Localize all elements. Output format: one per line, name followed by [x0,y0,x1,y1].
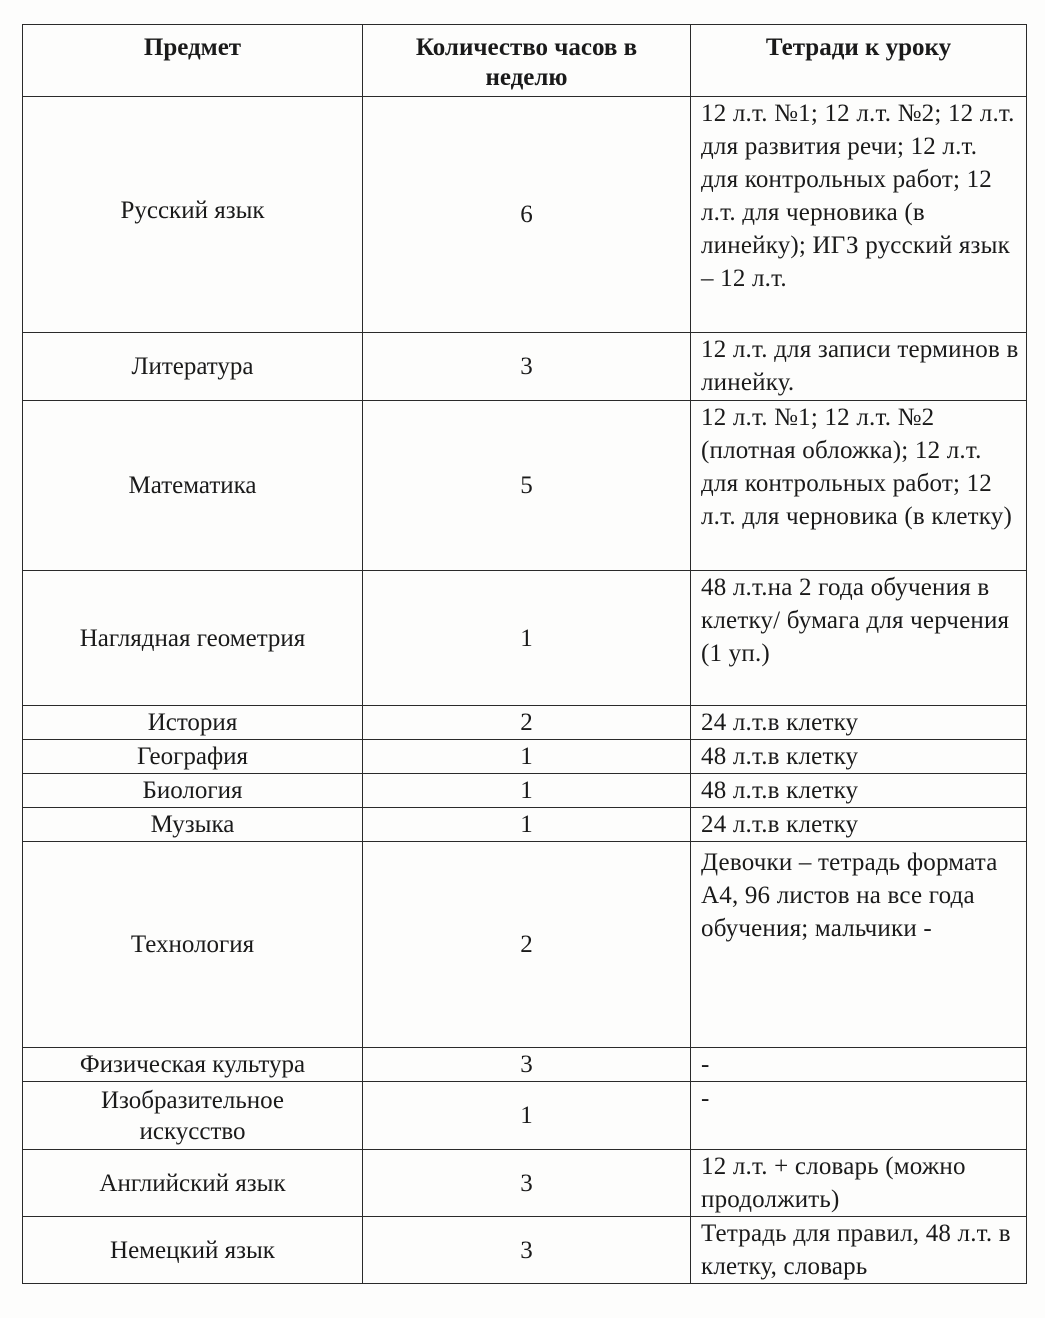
subject-cell: Технология [23,842,363,1048]
notebooks-cell: Девочки – тетрадь формата А4, 96 листов на все года обучения; мальчики - [691,842,1027,1048]
notebooks-cell: 12 л.т. + словарь (можно продолжить) [691,1150,1027,1217]
hours-cell: 1 [363,740,691,774]
header-notebooks: Тетради к уроку [691,25,1027,97]
hours-cell: 3 [363,1048,691,1082]
subject-cell: Английский язык [23,1150,363,1217]
hours-cell: 3 [363,1150,691,1217]
header-subject: Предмет [23,25,363,97]
notebooks-cell: 24 л.т.в клетку [691,808,1027,842]
table-row [23,842,1027,1048]
subject-cell: География [23,740,363,774]
notebooks-cell: 12 л.т. №1; 12 л.т. №2 (плотная обложка); 12 л.т. для контрольных работ; 12 л.т. для черновика (в клетку) [691,401,1027,571]
subject-cell: Немецкий язык [23,1217,363,1284]
notebooks-cell: - [691,1048,1027,1082]
subjects-table [22,24,1027,1284]
table-row [23,706,1027,740]
table-header-row [23,25,1027,97]
subject-cell: Наглядная геометрия [23,571,363,706]
subject-cell: Физическая культура [23,1048,363,1082]
subject-cell: Литература [23,333,363,401]
hours-cell: 3 [363,1217,691,1284]
hours-cell: 2 [363,842,691,1048]
notebooks-cell: 48 л.т.в клетку [691,774,1027,808]
subject-cell: Музыка [23,808,363,842]
subject-cell: История [23,706,363,740]
table-row [23,1082,1027,1150]
hours-cell: 2 [363,706,691,740]
notebooks-cell: 12 л.т. для записи терминов в линейку. [691,333,1027,401]
hours-cell: 5 [363,401,691,571]
table-row [23,333,1027,401]
header-hours: Количество часов в неделю [363,25,691,97]
table-row [23,1217,1027,1284]
subject-cell: Математика [23,401,363,571]
subject-cell: Биология [23,774,363,808]
table-row [23,740,1027,774]
notebooks-cell: 12 л.т. №1; 12 л.т. №2; 12 л.т. для развития речи; 12 л.т. для контрольных работ; 12 л.т. для черновика (в линейку); ИГЗ русский язык – 12 л.т. [691,97,1027,333]
table-row [23,774,1027,808]
notebooks-cell: 48 л.т.в клетку [691,740,1027,774]
hours-cell: 6 [363,97,691,333]
table-row [23,571,1027,706]
notebooks-cell: 24 л.т.в клетку [691,706,1027,740]
notebooks-cell: Тетрадь для правил, 48 л.т. в клетку, словарь [691,1217,1027,1284]
subject-cell: Русский язык [23,97,363,333]
table-row [23,1150,1027,1217]
table-row [23,97,1027,333]
subject-cell: Изобразительное искусство [23,1082,363,1150]
hours-cell: 1 [363,1082,691,1150]
table-row [23,401,1027,571]
hours-cell: 1 [363,808,691,842]
hours-cell: 3 [363,333,691,401]
table-row [23,808,1027,842]
notebooks-cell: - [691,1082,1027,1150]
notebooks-cell: 48 л.т.на 2 года обучения в клетку/ бумага для черчения (1 уп.) [691,571,1027,706]
hours-cell: 1 [363,774,691,808]
hours-cell: 1 [363,571,691,706]
table-row [23,1048,1027,1082]
